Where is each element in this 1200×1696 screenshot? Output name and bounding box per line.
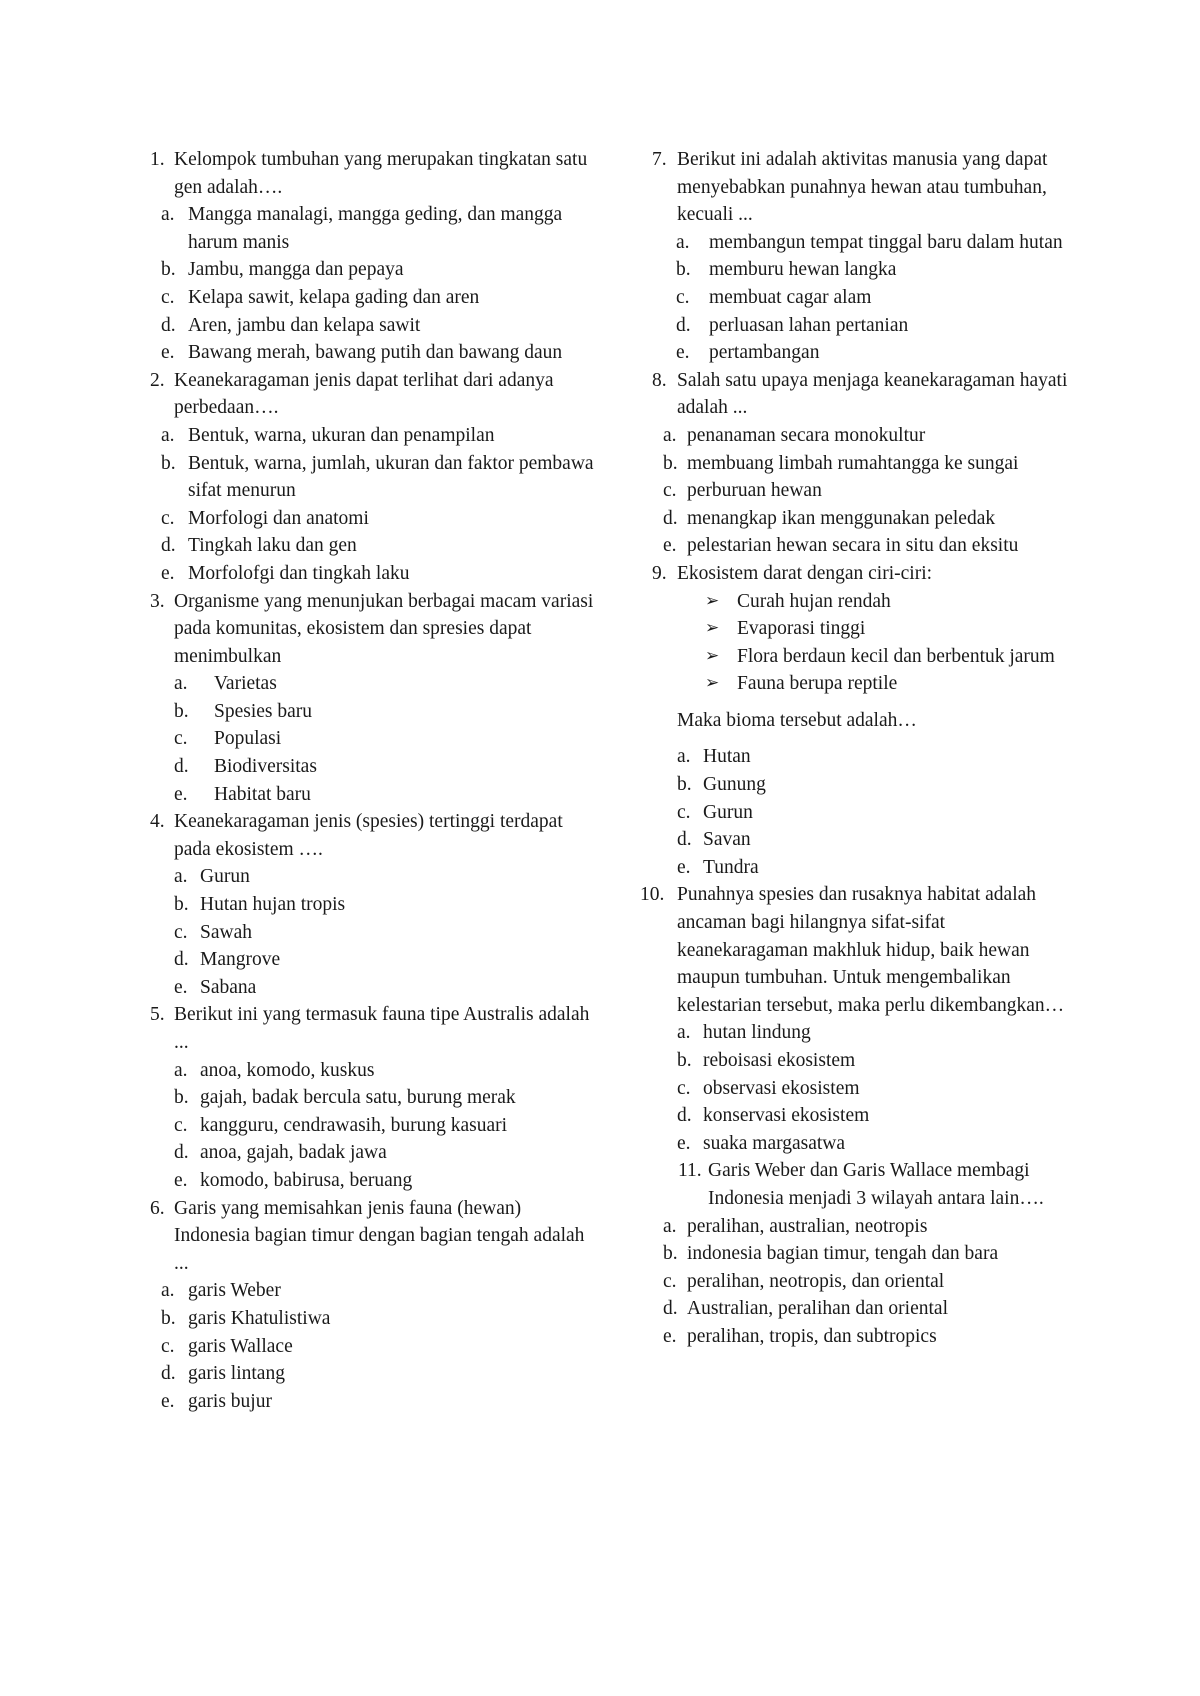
option-letter: a. [677, 746, 691, 768]
option-text: Jambu, mangga dan pepaya [188, 259, 404, 281]
option-text: menangkap ikan menggunakan peledak [687, 507, 996, 529]
question-number: 10. [640, 884, 665, 906]
option-text: garis Weber [188, 1280, 281, 1302]
option-text: membuang limbah rumahtangga ke sungai [687, 452, 1019, 474]
answer-option[interactable] [663, 1295, 1080, 1323]
arrowhead-bullet-icon: ➢ [705, 673, 720, 694]
answer-option[interactable] [161, 1388, 600, 1416]
option-text: komodo, babirusa, beruang [200, 1169, 413, 1191]
question-text: Organisme yang menunjukan berbagai macam variasi pada komunitas, ekosistem dan spresies dapat menimbulkan [174, 590, 594, 667]
criteria-text: Curah hujan rendah [737, 590, 891, 612]
option-text: Populasi [214, 728, 282, 750]
option-letter: c. [677, 801, 691, 823]
option-letter: e. [663, 1325, 677, 1347]
option-letter: b. [174, 700, 189, 722]
answer-option[interactable] [663, 1213, 1080, 1241]
option-text: Sawah [200, 921, 252, 943]
option-letter: e. [677, 856, 691, 878]
question-item [640, 367, 1080, 560]
option-text: Savan [703, 829, 751, 851]
option-letter: b. [663, 452, 678, 474]
option-letter: d. [663, 507, 678, 529]
option-letter: d. [174, 949, 189, 971]
option-letter: d. [663, 1298, 678, 1320]
answer-option[interactable] [663, 532, 1080, 560]
question-item [640, 146, 1080, 367]
option-text: Sabana [200, 976, 257, 998]
option-letter: b. [677, 774, 692, 796]
question-number: 3. [150, 590, 165, 612]
arrowhead-bullet-icon: ➢ [705, 645, 720, 666]
answer-option[interactable] [677, 743, 1080, 771]
answer-option[interactable] [174, 1139, 600, 1167]
option-text: Gurun [200, 866, 250, 888]
option-letter: b. [161, 259, 176, 281]
answer-option[interactable] [174, 781, 600, 809]
option-letter: b. [161, 1307, 176, 1329]
option-text: peralihan, tropis, dan subtropics [687, 1325, 937, 1347]
option-text: Mangga manalagi, mangga geding, dan mangga harum manis [188, 204, 563, 253]
right-column [640, 146, 1080, 1351]
option-text: observasi ekosistem [703, 1077, 860, 1099]
option-letter: a. [663, 1215, 677, 1237]
option-letter: e. [161, 562, 175, 584]
option-letter: c. [174, 1114, 188, 1136]
option-letter: d. [676, 314, 691, 336]
option-text: Gurun [703, 801, 753, 823]
question-text: Berikut ini yang termasuk fauna tipe Australis adalah ... [174, 1004, 590, 1053]
question-text: Ekosistem darat dengan ciri-ciri: [677, 562, 933, 584]
option-text: Bentuk, warna, jumlah, ukuran dan faktor pembawa sifat menurun [188, 452, 594, 502]
answer-option[interactable] [677, 771, 1080, 799]
answer-option[interactable] [677, 826, 1080, 854]
answer-option[interactable] [174, 698, 600, 726]
option-text: Tundra [703, 856, 759, 878]
option-letter: c. [677, 1077, 691, 1099]
answer-option[interactable] [676, 256, 1080, 284]
option-text: gajah, badak bercula satu, burung merak [200, 1087, 516, 1109]
answer-option[interactable] [161, 1277, 600, 1305]
option-text: suaka margasatwa [703, 1132, 846, 1154]
question-number: 8. [652, 369, 667, 391]
option-text: garis lintang [188, 1363, 285, 1385]
question-text: Garis Weber dan Garis Wallace membagi Indonesia menjadi 3 wilayah antara lain…. [708, 1160, 1044, 1209]
question-number: 4. [150, 811, 165, 833]
option-text: Mangrove [200, 949, 281, 971]
question-number: 9. [652, 562, 667, 584]
option-letter: e. [663, 535, 677, 557]
option-text: pelestarian hewan secara in situ dan eksitu [687, 535, 1019, 557]
answer-option[interactable] [677, 1047, 1080, 1075]
question-item [640, 1157, 1080, 1350]
option-letter: a. [676, 231, 690, 253]
question-followup-text: Maka bioma tersebut adalah… [677, 709, 917, 731]
option-letter: d. [677, 1105, 692, 1127]
answer-option[interactable] [676, 284, 1080, 312]
option-text: reboisasi ekosistem [703, 1050, 856, 1071]
option-text: Bentuk, warna, ukuran dan penampilan [188, 424, 495, 446]
option-text: Morfologi dan anatomi [188, 507, 369, 529]
question-number: 2. [150, 369, 165, 391]
option-letter: b. [676, 259, 691, 281]
option-letter: d. [677, 829, 692, 851]
answer-option[interactable] [174, 753, 600, 781]
answer-option[interactable] [676, 312, 1080, 340]
question-item [640, 560, 1080, 882]
answer-option[interactable] [663, 477, 1080, 505]
option-letter: e. [161, 1390, 175, 1412]
answer-option[interactable] [161, 532, 600, 560]
arrowhead-bullet-icon: ➢ [705, 618, 720, 639]
answer-option[interactable] [174, 919, 600, 947]
option-letter: d. [161, 535, 176, 557]
option-text: memburu hewan langka [709, 259, 897, 281]
option-text: kangguru, cendrawasih, burung kasuari [200, 1114, 508, 1136]
option-letter: a. [677, 1022, 691, 1044]
option-letter: e. [174, 1169, 188, 1191]
option-letter: d. [174, 1142, 189, 1164]
option-letter: b. [663, 1243, 678, 1265]
question-stem [640, 146, 1080, 229]
option-text: pertambangan [709, 342, 820, 364]
option-letter: c. [161, 286, 175, 308]
question-number: 11. [678, 1160, 702, 1182]
option-letter: b. [174, 894, 189, 916]
question-stem [150, 1195, 600, 1278]
question-stem [150, 367, 600, 422]
question-text: Kelompok tumbuhan yang merupakan tingkatan satu gen adalah…. [174, 149, 588, 198]
option-text: Biodiversitas [214, 756, 317, 778]
option-letter: e. [174, 783, 188, 805]
option-letter: a. [161, 1280, 175, 1302]
answer-option[interactable] [677, 799, 1080, 827]
answer-option[interactable] [174, 891, 600, 919]
option-text: peralihan, neotropis, dan oriental [687, 1270, 945, 1292]
question-text: Garis yang memisahkan jenis fauna (hewan) Indonesia bagian timur dengan bagian tengah adalah ... [174, 1197, 585, 1274]
option-letter: a. [174, 866, 188, 888]
option-letter: b. [174, 1087, 189, 1109]
criteria-text: Evaporasi tinggi [737, 618, 866, 640]
option-text: perluasan lahan pertanian [709, 314, 909, 336]
answer-option[interactable] [161, 284, 600, 312]
option-letter: c. [663, 480, 677, 502]
option-text: anoa, komodo, kuskus [200, 1059, 375, 1081]
option-letter: b. [161, 452, 176, 474]
option-text: garis Wallace [188, 1335, 293, 1357]
question-text: Berikut ini adalah aktivitas manusia yang dapat menyebabkan punahnya hewan atau tumbuhan, kecuali ... [677, 149, 1048, 226]
left-column [150, 146, 600, 1415]
criteria-text: Fauna berupa reptile [737, 673, 898, 695]
option-letter: b. [677, 1050, 692, 1071]
answer-option[interactable] [174, 863, 600, 891]
answer-option[interactable] [174, 670, 600, 698]
answer-option[interactable] [161, 312, 600, 340]
question-number: 7. [652, 149, 667, 170]
answer-option[interactable] [161, 1360, 600, 1388]
question-stem [150, 808, 600, 863]
answer-option[interactable] [677, 1019, 1080, 1047]
question-stem [150, 1001, 600, 1056]
option-text: Habitat baru [214, 783, 311, 805]
option-text: Hutan hujan tropis [200, 894, 346, 916]
option-text: Varietas [214, 673, 277, 695]
option-text: indonesia bagian timur, tengah dan bara [687, 1243, 999, 1265]
criteria-item [705, 670, 1080, 698]
option-letter: e. [677, 1132, 691, 1154]
answer-option[interactable] [174, 725, 600, 753]
answer-option[interactable] [161, 256, 600, 284]
option-letter: c. [161, 507, 175, 529]
option-letter: e. [161, 342, 175, 364]
option-text: penanaman secara monokultur [687, 424, 926, 446]
question-item [150, 1001, 600, 1194]
answer-option[interactable] [677, 1130, 1080, 1158]
question-item [150, 1195, 600, 1416]
option-letter: c. [663, 1270, 677, 1292]
option-text: garis bujur [188, 1390, 272, 1412]
answer-option[interactable] [677, 854, 1080, 882]
answer-option[interactable] [161, 201, 600, 256]
option-text: Bawang merah, bawang putih dan bawang daun [188, 342, 563, 364]
arrowhead-bullet-icon: ➢ [705, 590, 720, 611]
question-stem [640, 560, 1080, 588]
answer-option[interactable] [174, 974, 600, 1002]
answer-option[interactable] [174, 1112, 600, 1140]
answer-option[interactable] [161, 339, 600, 367]
answer-option[interactable] [161, 422, 600, 450]
question-number: 5. [150, 1004, 165, 1026]
question-number: 1. [150, 149, 165, 170]
question-item [150, 588, 600, 809]
option-letter: c. [174, 728, 188, 750]
answer-option[interactable] [676, 229, 1080, 257]
option-letter: d. [174, 756, 189, 778]
option-text: Kelapa sawit, kelapa gading dan aren [188, 286, 480, 308]
option-text: garis Khatulistiwa [188, 1307, 331, 1329]
option-text: membangun tempat tinggal baru dalam hutan [709, 231, 1063, 253]
question-text: Punahnya spesies dan rusaknya habitat adalah ancaman bagi hilangnya sifat-sifat keanekaragaman makhluk hidup, baik hewan maupun tumbuhan. Untuk mengembalikan kelestarian tersebut, maka perlu dikembangkan… [677, 884, 1065, 1016]
option-letter: d. [161, 1363, 176, 1385]
option-letter: c. [174, 921, 188, 943]
option-letter: c. [676, 286, 690, 308]
option-text: Hutan [703, 746, 751, 768]
question-item [150, 367, 600, 588]
answer-option[interactable] [663, 1240, 1080, 1268]
answer-option[interactable] [677, 1075, 1080, 1103]
option-letter: a. [161, 204, 175, 226]
option-letter: a. [174, 1059, 188, 1081]
question-item [640, 881, 1080, 1157]
answer-option[interactable] [161, 560, 600, 588]
criteria-item [705, 643, 1080, 671]
option-letter: e. [676, 342, 690, 364]
question-stem [640, 881, 1080, 1019]
question-stem [150, 146, 600, 201]
question-item [150, 146, 600, 367]
option-letter: c. [161, 1335, 175, 1357]
answer-option[interactable] [174, 1057, 600, 1085]
question-item [150, 808, 600, 1001]
option-text: hutan lindung [703, 1022, 811, 1044]
option-text: Gunung [703, 774, 766, 796]
option-text: Australian, peralihan dan oriental [687, 1298, 948, 1320]
option-letter: d. [161, 314, 176, 336]
option-letter: a. [174, 673, 188, 695]
question-number: 6. [150, 1197, 165, 1219]
option-text: Morfolofgi dan tingkah laku [188, 562, 410, 584]
question-text: Keanekaragaman jenis (spesies) tertinggi terdapat pada ekosistem …. [174, 811, 563, 860]
answer-option[interactable] [663, 450, 1080, 478]
question-stem [150, 588, 600, 671]
answer-option[interactable] [663, 422, 1080, 450]
option-text: anoa, gajah, badak jawa [200, 1142, 387, 1164]
question-stem [640, 367, 1080, 422]
option-text: peralihan, australian, neotropis [687, 1215, 928, 1237]
answer-option[interactable] [663, 1323, 1080, 1351]
answer-option[interactable] [676, 339, 1080, 367]
option-letter: e. [174, 976, 188, 998]
answer-option[interactable] [677, 1102, 1080, 1130]
answer-option[interactable] [174, 1084, 600, 1112]
option-letter: a. [663, 424, 677, 446]
option-text: membuat cagar alam [709, 286, 872, 308]
criteria-text: Flora berdaun kecil dan berbentuk jarum [737, 645, 1055, 667]
answer-option[interactable] [161, 505, 600, 533]
criteria-item [705, 588, 1080, 616]
question-text: Keanekaragaman jenis dapat terlihat dari adanya perbedaan…. [174, 369, 554, 419]
answer-option[interactable] [174, 1167, 600, 1195]
option-text: konservasi ekosistem [703, 1105, 870, 1127]
answer-option[interactable] [174, 946, 600, 974]
answer-option[interactable] [161, 1333, 600, 1361]
answer-option[interactable] [663, 505, 1080, 533]
option-text: Aren, jambu dan kelapa sawit [188, 314, 421, 336]
answer-option[interactable] [161, 450, 600, 505]
question-text: Salah satu upaya menjaga keanekaragaman hayati adalah ... [677, 369, 1068, 419]
option-text: Tingkah laku dan gen [188, 535, 357, 557]
answer-option[interactable] [161, 1305, 600, 1333]
answer-option[interactable] [663, 1268, 1080, 1296]
question-stem [640, 1157, 1080, 1212]
option-text: perburuan hewan [687, 480, 822, 502]
criteria-item [705, 615, 1080, 643]
option-text: Spesies baru [214, 700, 313, 722]
option-letter: a. [161, 424, 175, 446]
